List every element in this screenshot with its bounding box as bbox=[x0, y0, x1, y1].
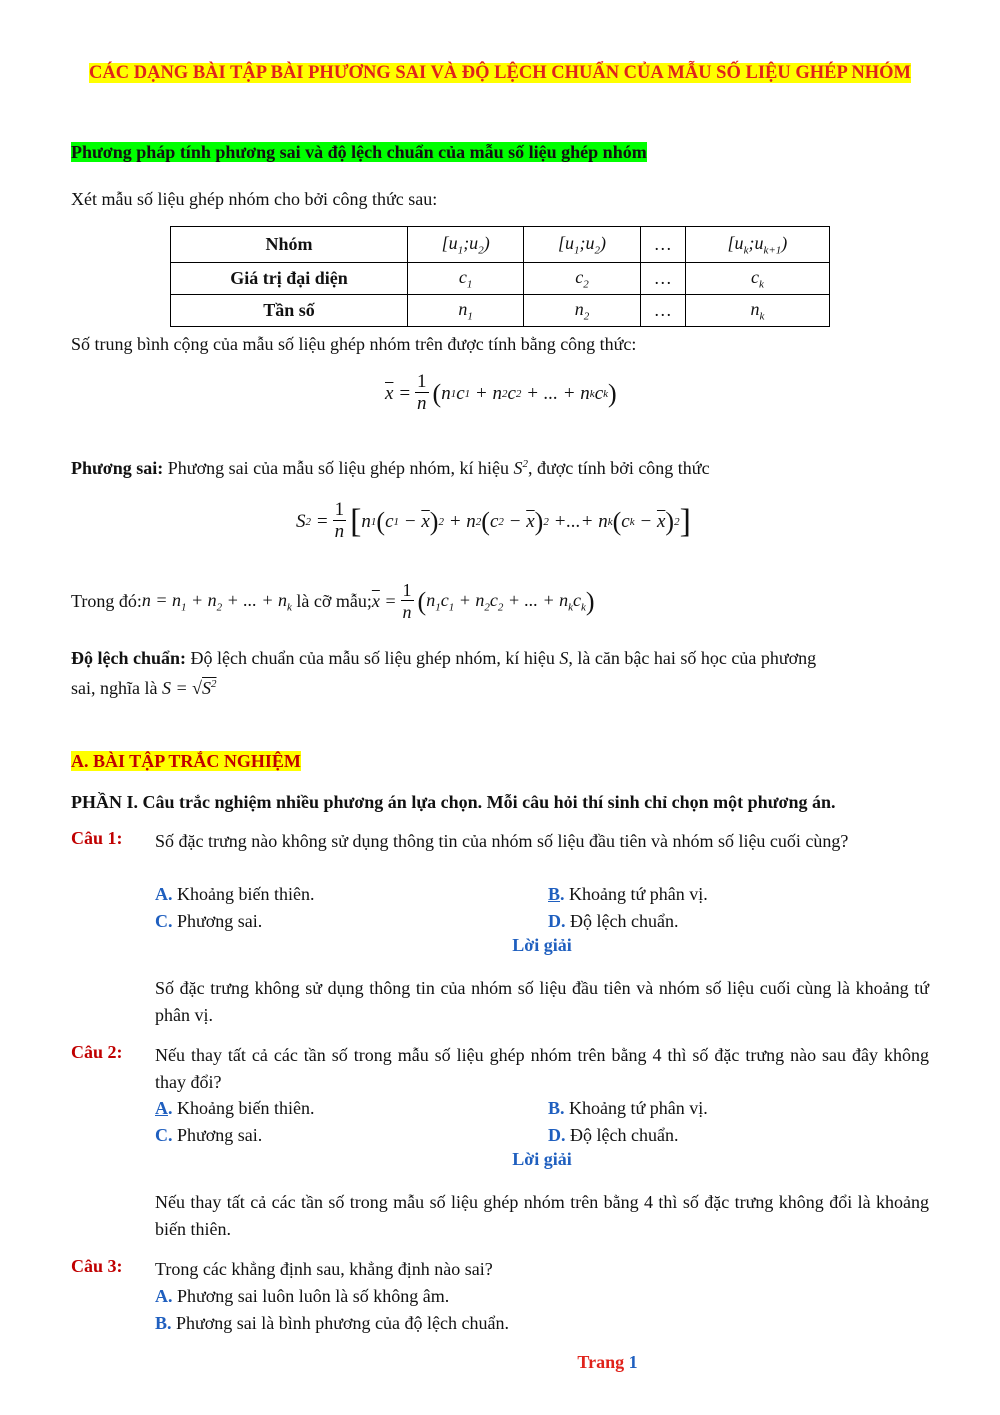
question-label: Câu 1: bbox=[71, 828, 123, 848]
option-c[interactable]: C. Phương sai. bbox=[155, 1125, 263, 1145]
option-b[interactable]: B. Khoảng tứ phân vị. bbox=[548, 1098, 708, 1118]
option-c[interactable]: C. Phương sai. bbox=[155, 911, 263, 931]
option-b[interactable]: B. Khoảng tứ phân vị. bbox=[548, 884, 708, 904]
option-d[interactable]: D. Độ lệch chuẩn. bbox=[548, 1125, 679, 1145]
table-cell: $n_1$ bbox=[408, 295, 524, 327]
part-one-heading: PHẦN I. Câu trắc nghiệm nhiều phương án lựa chọn. Mỗi câu hỏi thí sinh chỉ chọn một phương án. bbox=[71, 792, 836, 812]
section-a-heading: A. BÀI TẬP TRẮC NGHIỆM bbox=[71, 751, 301, 771]
table-cell: $n_k$ bbox=[685, 295, 829, 327]
table-cell: … bbox=[640, 263, 685, 295]
row-label-value: Giá trị đại diện bbox=[171, 263, 408, 295]
method-heading: Phương pháp tính phương sai và độ lệch chuẩn của mẫu số liệu ghép nhóm bbox=[71, 142, 647, 162]
solution-text: Số đặc trưng không sử dụng thông tin của nhóm số liệu đầu tiên và nhóm số liệu cuối cùng là khoảng tứ phân vị. bbox=[155, 978, 929, 1025]
option-a[interactable]: A. Khoảng biến thiên. bbox=[155, 1098, 315, 1118]
question-label: Câu 2: bbox=[71, 1042, 123, 1062]
page-footer bbox=[0, 1352, 1000, 1373]
mean-text: Số trung bình cộng của mẫu số liệu ghép nhóm trên được tính bằng công thức: bbox=[71, 334, 637, 354]
option-d[interactable]: D. Độ lệch chuẩn. bbox=[548, 911, 679, 931]
table-cell: $c_1$ bbox=[408, 263, 524, 295]
table-cell: $[u_1;u_2)$ bbox=[408, 227, 524, 263]
page-number: 1 bbox=[628, 1352, 638, 1372]
solution-heading: Lời giải bbox=[512, 935, 572, 955]
variance-formula: S 2 = $\frac{1}{n}$ [ n 1 ( c 1 − $\overline{x}$ ) 2 + n 2 ( c 2 − $\overline{x}$ ) 2 +...+ n k ( c k − $\overline{x}$ ) 2 ] bbox=[296, 499, 691, 542]
table-cell: $c_k$ bbox=[685, 263, 829, 295]
table-cell: $[u_k;u_{k+1})$ bbox=[685, 227, 829, 263]
grouped-data-table bbox=[170, 226, 830, 327]
std-definition: Độ lệch chuẩn: Độ lệch chuẩn của mẫu số liệu ghép nhóm, kí hiệu S, là căn bậc hai số học của phương sai, nghĩa là $S = √S^2$ bbox=[71, 648, 817, 698]
table-cell: … bbox=[640, 295, 685, 327]
question-text: Số đặc trưng nào không sử dụng thông tin của nhóm số liệu đầu tiên và nhóm số liệu cuối cùng? bbox=[155, 831, 849, 851]
option-a[interactable]: A. Phương sai luôn luôn là số không âm. bbox=[155, 1286, 450, 1306]
document-title: CÁC DẠNG BÀI TẬP BÀI PHƯƠNG SAI VÀ ĐỘ LỆCH CHUẨN CỦA MẪU SỐ LIỆU GHÉP NHÓM bbox=[89, 63, 911, 83]
solution-heading: Lời giải bbox=[512, 1149, 572, 1169]
table-cell: $c_2$ bbox=[524, 263, 640, 295]
question-label: Câu 3: bbox=[71, 1256, 123, 1276]
question-text: Trong các khẳng định sau, khẳng định nào sai? bbox=[155, 1259, 493, 1279]
table-cell: $n_2$ bbox=[524, 295, 640, 327]
row-label-frequency: Tần số bbox=[171, 295, 408, 327]
option-b[interactable]: B. Phương sai là bình phương của độ lệch chuẩn. bbox=[155, 1313, 509, 1333]
table-cell: … bbox=[640, 227, 685, 263]
where-line: Trong đó: $n = n_1 + n_2$ + ... + $n_k$ là cỡ mẫu; $\overline{x}$ = $\frac{1}{n}$ ( $n_1c_1 + n_2c_2$ + ... + $n_kc_k$ ) bbox=[71, 580, 595, 622]
option-a[interactable]: A. Khoảng biến thiên. bbox=[155, 884, 315, 904]
solution-text: Nếu thay tất cả các tần số trong mẫu số liệu ghép nhóm trên bằng 4 thì số đặc trưng không đổi là khoảng biến thiên. bbox=[155, 1192, 929, 1239]
table-row bbox=[171, 295, 830, 327]
variance-definition: Phương sai: Phương sai của mẫu số liệu ghép nhóm, kí hiệu $S^2$, được tính bởi công thức bbox=[71, 458, 710, 478]
footer-label: Trang bbox=[577, 1352, 625, 1372]
table-row bbox=[171, 263, 830, 295]
row-label-group: Nhóm bbox=[171, 227, 408, 263]
question-text: Nếu thay tất cả các tần số trong mẫu số liệu ghép nhóm trên bằng 4 thì số đặc trưng nào sau đây không thay đổi? bbox=[155, 1045, 929, 1092]
intro-text: Xét mẫu số liệu ghép nhóm cho bởi công thức sau: bbox=[71, 189, 438, 209]
table-cell: $[u_1;u_2)$ bbox=[524, 227, 640, 263]
mean-formula: $\overline{x}$ = $\frac{1}{n}$ ( n 1 c 1 + n 2 c 2 + ... + n k c k ) bbox=[385, 371, 617, 414]
table-row bbox=[171, 227, 830, 263]
